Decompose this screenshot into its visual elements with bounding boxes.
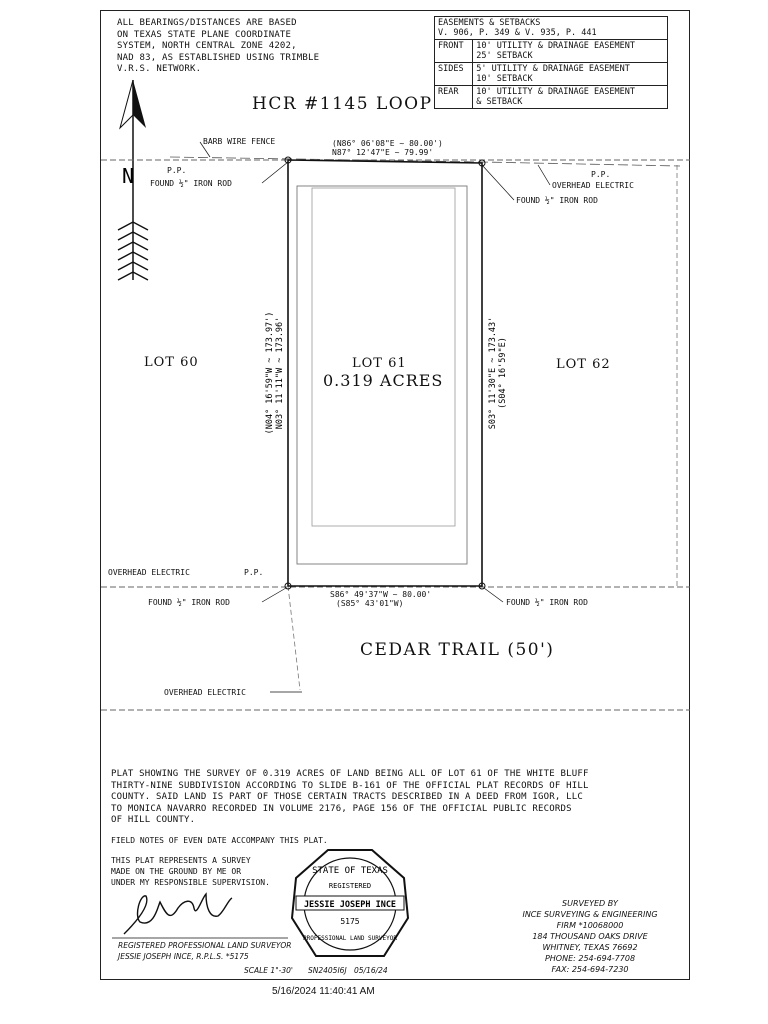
easements-title: EASEMENTS & SETBACKS [438,18,541,28]
supervision-line: MADE ON THE GROUND BY ME OR [111,867,242,876]
supervision-statement [111,855,270,888]
surveyor-title: REGISTERED PROFESSIONAL LAND SURVEYOR [118,941,292,950]
easement-side: REAR [435,86,473,109]
firm-line: SURVEYED BY [562,899,618,908]
iron-rod-label: FOUND ½" IRON ROD [516,196,598,205]
right-call: S03° 11'30"E ~ 173.43' [488,316,498,430]
statement-line: OF HILL COUNTY. [111,815,196,825]
easement-line: & SETBACK [476,97,523,107]
easement-line: 10' UTILITY & DRAINAGE EASEMENT [476,41,635,51]
iron-rod-label: FOUND ½" IRON ROD [148,598,230,607]
firm-line: WHITNEY, TEXAS 76692 [542,943,638,952]
iron-rod-label: FOUND ½" IRON ROD [150,179,232,188]
supervision-line: THIS PLAT REPRESENTS A SURVEY [111,856,251,865]
statement-line: THIRTY-NINE SUBDIVISION ACCORDING TO SLIDE B-161 OF THE OFFICIAL PLAT RECORDS OF HILL [111,780,589,791]
bottom-record-call: (S85° 43'01"W) [336,599,404,608]
easement-line: 10' SETBACK [476,74,533,84]
iron-rod-label: FOUND ½" IRON ROD [506,598,588,607]
supervision-line: UNDER MY RESPONSIBLE SUPERVISION. [111,878,270,887]
surveyor-name: JESSIE JOSEPH INCE, R.P.L.S. *5175 [118,952,249,961]
easement-line: 25' SETBACK [476,51,533,61]
overhead-electric-label: OVERHEAD ELECTRIC [552,181,634,190]
basis-line: SYSTEM, NORTH CENTRAL ZONE 4202, [117,41,297,51]
field-notes: FIELD NOTES OF EVEN DATE ACCOMPANY THIS PLAT. [111,836,328,845]
pp-label: P.P. [167,166,187,175]
fence-label: BARB WIRE FENCE [203,137,276,146]
right-record-call: (S04° 16'59"E) [498,337,508,409]
overhead-electric-label: OVERHEAD ELECTRIC [164,688,246,697]
scale-label: SCALE 1"-30' [244,966,293,975]
lot-acreage: 0.319 ACRES [323,371,444,390]
statement-line: TO MONICA NAVARRO RECORDED IN VOLUME 2176, PAGE 156 OF THE OFFICIAL PUBLIC RECORDS [111,803,572,814]
easement-side: SIDES [435,63,473,86]
easement-line: 5' UTILITY & DRAINAGE EASEMENT [476,64,630,74]
seal-state: STATE OF TEXAS [312,866,388,876]
easement-side: FRONT [435,40,473,63]
statement-line: PLAT SHOWING THE SURVEY OF 0.319 ACRES OF LAND BEING ALL OF LOT 61 OF THE WHITE BLUFF [111,769,589,779]
basis-line: ALL BEARINGS/DISTANCES ARE BASED [117,18,297,28]
seal-number: 5175 [340,917,360,926]
plat-date: 05/16/24 [354,966,388,975]
pp-label: P.P. [244,568,264,577]
statement-line: COUNTY. SAID LAND IS PART OF THOSE CERTAIN TRACTS DESCRIBED IN A DEED FROM IGOR, LLC [111,792,583,802]
firm-line: FAX: 254-694-7230 [551,965,629,974]
top-road-name: HCR #1145 LOOP [252,94,433,114]
firm-line: PHONE: 254-694-7708 [544,954,636,963]
left-record-call: (N04° 16'59"W ~ 173.97') [265,311,275,435]
basis-line: V.R.S. NETWORK. [117,64,202,74]
top-record-call: (N86° 06'08"E ~ 80.00') [332,139,443,148]
firm-line: INCE SURVEYING & ENGINEERING [522,910,658,919]
easements-reference: V. 906, P. 349 & V. 935, P. 441 [438,28,597,38]
bottom-call: S86° 49'37"W ~ 80.00' [330,590,432,599]
lot-60-label: LOT 60 [144,355,199,370]
top-call: N87° 12'47"E ~ 79.99' [332,148,434,157]
plat-statement [111,769,589,827]
seal-name: JESSIE JOSEPH INCE [303,900,397,910]
overhead-electric-label: OVERHEAD ELECTRIC [108,568,190,577]
lot-62-label: LOT 62 [556,357,611,372]
bottom-road-name: CEDAR TRAIL (50') [360,640,555,660]
seal-registered: REGISTERED [328,882,372,890]
basis-line: NAD 83, AS ESTABLISHED USING TRIMBLE [117,52,320,63]
job-number: SN2405I6J [308,966,347,975]
easement-line: 10' UTILITY & DRAINAGE EASEMENT [476,87,635,97]
left-call: N03° 11'11"W ~ 173.96' [275,316,285,430]
north-label: N [122,164,135,188]
pp-label: P.P. [591,170,611,179]
overhead-electric-line [288,586,300,690]
firm-line: FIRM *10068000 [556,921,624,930]
firm-line: 184 THOUSAND OAKS DRIVE [532,932,648,941]
surveyor-signature [110,888,290,944]
surveyor-firm-block [518,898,662,975]
basis-line: ON TEXAS STATE PLANE COORDINATE [117,29,292,40]
seal-profession: PROFESSIONAL LAND SURVEYOR [303,935,397,942]
surveyor-seal-icon [288,848,412,964]
lot-61-label: LOT 61 [352,356,407,371]
timestamp-stamp: 5/16/2024 11:40:41 AM [272,986,375,997]
